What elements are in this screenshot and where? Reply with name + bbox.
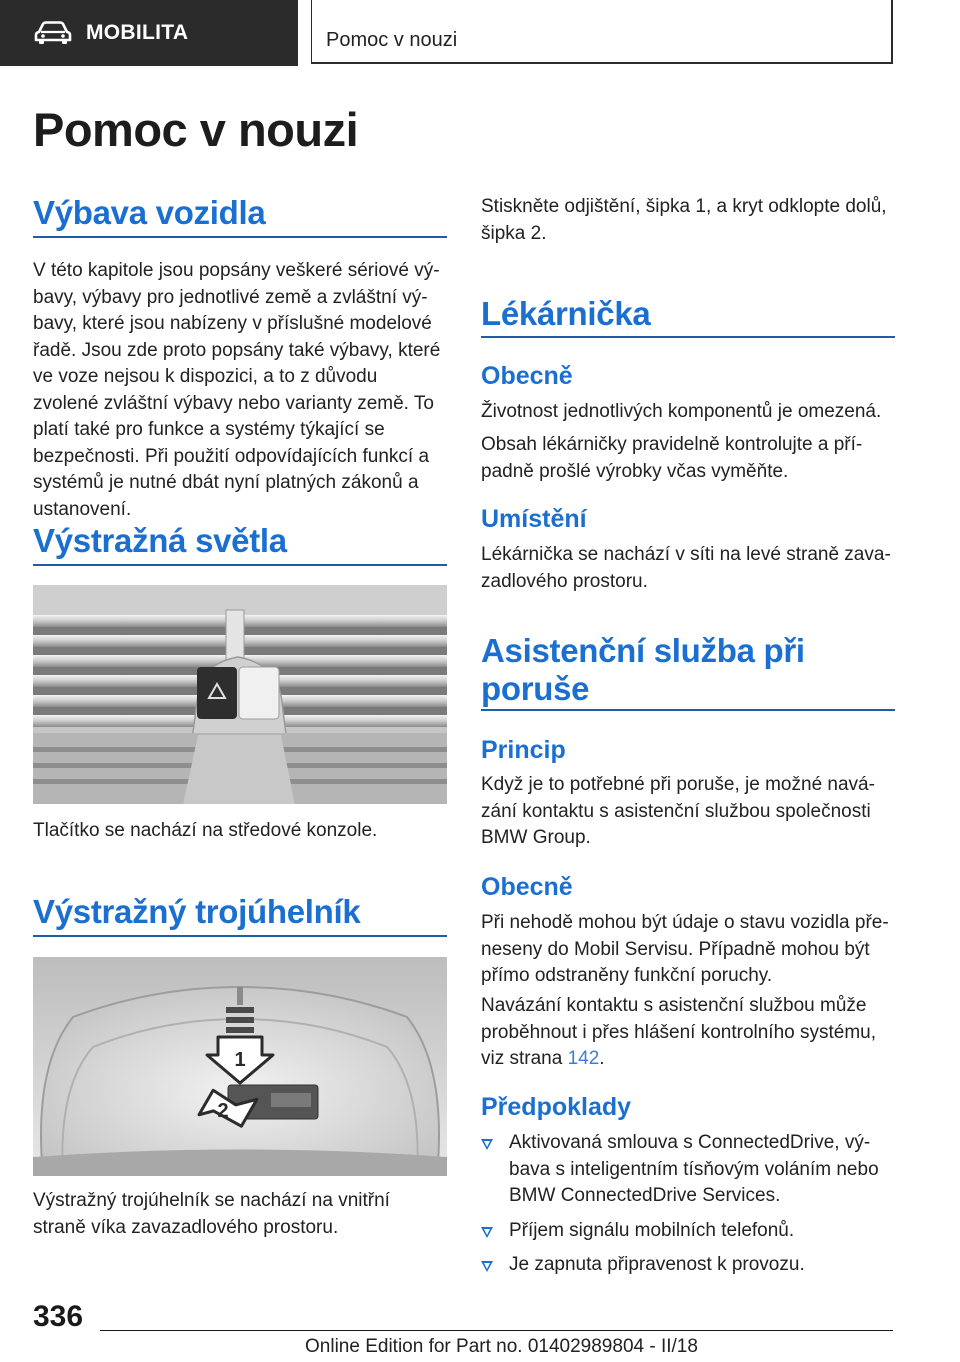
section-rule — [33, 564, 447, 566]
vybava-body: V této kapitole jsou popsány veškeré sériové výbavy, výbavy pro jednotlivé země a zvláštní výbavy, které jsou nabízeny v příslušné modelové řadě. Jsou zde proto popsány také výbavy, které ve voze nejsou k dispozici, a to z důvodu zvolené zvláštní výbavy nebo varianty země. To platí také pro funkce a systémy týkající se bezpečnosti. Při použití odpovídajících funkcí a systémů je nutné dbát nyní platných zákonů a ustanovení. — [33, 260, 441, 520]
svetla-caption: Tlačítko se nachází na středové konzole. — [33, 820, 378, 841]
umisteni-body: Lékárnička se nachází v síti na levé straně zavazadlového prostoru. — [481, 544, 891, 592]
list-item — [481, 1252, 895, 1279]
bullet-triangle-icon — [481, 1227, 493, 1238]
subheading-obecne-asistence: Obecně — [481, 873, 573, 901]
footer-edition: Online Edition for Part no. 01402989804 - II/18 — [305, 1336, 698, 1357]
trojuhelnik-caption: Výstražný trojúhelník se nachází na vnitřní straně víka zavazadlového prostoru. — [33, 1190, 390, 1238]
subheading-predpoklady: Předpoklady — [481, 1093, 632, 1121]
arrow-label-2: 2 — [217, 1100, 229, 1122]
header-section-label: MOBILITA — [86, 21, 189, 44]
breadcrumb-text: Pomoc v nouzi — [326, 29, 458, 51]
car-icon — [34, 21, 72, 45]
asistence-obecne-p2-text: Navázání kontaktu s asistenční službou může proběhnout i přes hlášení kontrolního systému, viz strana — [481, 995, 877, 1069]
list-item-text: Příjem signálu mobilních telefonů. — [509, 1219, 795, 1241]
asistence-obecne-p2 — [481, 993, 895, 1073]
list-item-text: Je zapnuta připravenost k provozu. — [509, 1254, 805, 1275]
bullet-triangle-icon — [481, 1139, 493, 1150]
lekarnicka-obecne-p1: Životnost jednotlivých komponentů je omezená. — [481, 401, 882, 422]
page-title: Pomoc v nouzi — [33, 103, 359, 156]
section-rule — [33, 935, 447, 937]
breadcrumb — [311, 0, 893, 64]
princip-body: Když je to potřebné při poruše, je možné navázání kontaktu s asistenční službou společnosti BMW Group. — [481, 774, 875, 848]
hazard-button-photo — [33, 585, 447, 804]
section-rule — [481, 709, 895, 711]
footer-rule — [100, 1330, 893, 1331]
subheading-umisteni: Umístění — [481, 505, 587, 533]
heading-vybava-vozidla: Výbava vozidla — [33, 194, 266, 231]
section-rule — [33, 236, 447, 238]
list-item — [481, 1130, 895, 1210]
heading-vystrazny-trojuhelnik: Výstražný trojúhelník — [33, 893, 361, 930]
warning-triangle-photo — [33, 957, 447, 1176]
asistence-obecne-p1: Při nehodě mohou být údaje o stavu vozidla přeneseny do Mobil Servisu. Případně mohou být přímo odstraněny funkční poruchy. — [481, 912, 889, 986]
heading-lekarnicka: Lékárnička — [481, 295, 651, 332]
heading-asistencni-sluzba: Asistenční služba při poruše — [481, 632, 805, 707]
lekarnicka-obecne-p2: Obsah lékárničky pravidelně kontrolujte a případně prošlé výrobky včas vyměňte. — [481, 434, 863, 482]
trojuhelnik-instructions: Stiskněte odjištění, šipka 1, a kryt odklopte dolů, šipka 2. — [481, 196, 887, 244]
page-link-142[interactable]: 142 — [567, 1048, 600, 1069]
header-section-tab[interactable] — [0, 0, 298, 66]
bullet-triangle-icon — [481, 1261, 493, 1272]
subheading-obecne-lekarnicka: Obecně — [481, 362, 573, 390]
page-number: 336 — [33, 1300, 84, 1333]
heading-vystrazna-svetla: Výstražná světla — [33, 522, 287, 559]
asistence-obecne-p2-end: . — [599, 1048, 605, 1069]
predpoklady-list — [481, 1130, 895, 1287]
list-item — [481, 1218, 895, 1245]
list-item-text: Aktivovaná smlouva s ConnectedDrive, výbava s inteligentním tísňovým voláním nebo BMW ConnectedDrive Services. — [509, 1132, 879, 1206]
subheading-princip: Princip — [481, 736, 566, 764]
section-rule — [481, 336, 895, 338]
arrow-label-1: 1 — [234, 1049, 246, 1071]
